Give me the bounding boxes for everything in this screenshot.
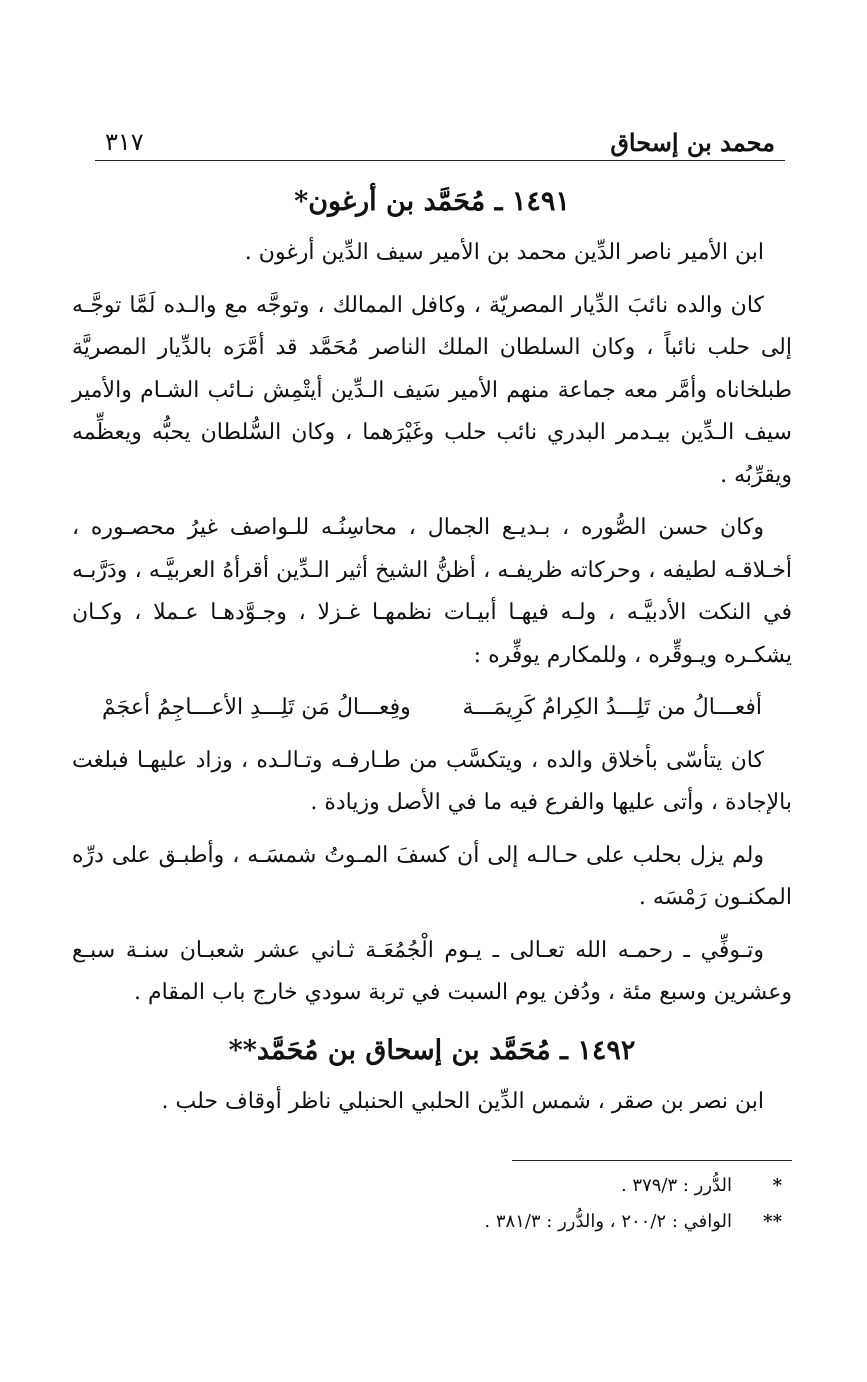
page-number: ٣١٧ <box>105 128 144 156</box>
poetry-verse <box>72 687 792 730</box>
footnotes <box>300 1168 792 1240</box>
body-paragraph: وكان حسن الصُّوره ، بـديـع الجمال ، محاسِنُـه للـواصف غيرُ محصـوره ، أخـلاقـه لطيفه ، وحركاته ظريفـه ، أظنُّ الشيخ أثير الـدِّين أقرأهُ العربيَّـه ، ودَرَّبـه في النكت الأدبيَّـه ، ولـه فيهـا أبيـات نظمهـا غـزلا ، وجـوَّدهـا عـملا ، وكـان يشكـره ويـوقِّره ، وللمكارم يوفِّره : <box>72 515 792 668</box>
body-paragraph: وتـوفِّي ـ رحمـه الله تعـالى ـ يـوم الْجُمُعَـة ثـاني عشر شعبـان سنـة سبـع وعشرين وسبع مئة ، ودُفن يوم السبت في تربة سودي خارج باب المقام . <box>72 937 792 1005</box>
footnote <box>300 1204 792 1240</box>
verse-second-hemistich: وفِعـــالُ مَن تَلِـــدِ الأعـــاجِمُ أعجَمْ <box>102 695 411 720</box>
footnote-marker: ** <box>763 1211 782 1232</box>
entry-lineage: ابن الأمير ناصر الدِّين محمد بن الأمير سيف الدِّين أرغون . <box>244 240 764 265</box>
footnote-text: الدُّرر : ٣٧٩/٣ . <box>620 1175 732 1196</box>
page-body <box>72 180 792 1133</box>
entry-heading: ١٤٩٢ ـ مُحَمَّد بن إسحاق بن مُحَمَّد** <box>228 1034 636 1066</box>
footnote <box>300 1168 792 1204</box>
footnote-text: الوافي : ٢٠٠/٢ ، والدُّرر : ٣٨١/٣ . <box>484 1211 732 1232</box>
body-paragraph: كان والده نائبَ الدِّيار المصريّة ، وكافل الممالك ، وتوجَّه مع والـده لَمَّا توجَّـه إلى حلب نائباً ، وكان السلطان الملك الناصر مُحَمَّد قد أمَّرَه بالدِّيار المصريَّة طبلخاناه وأمَّر معه جماعة منهم الأمير سَيف الـدِّين أيتْمِش نـائب الشـام والأمير سيف الـدِّين بيـدمر البدري نائب حلب وغَيْرَهما ، وكان السُّلطان يحبُّه ويعظِّمه ويقرِّبُه . <box>72 292 792 488</box>
running-header <box>95 128 785 161</box>
entry-lineage: ابن نصر بن صقر ، شمس الدِّين الحلبي الحنبلي ناظر أوقاف حلب . <box>161 1088 764 1114</box>
running-header-title: محمد بن إسحاق <box>610 128 775 157</box>
body-paragraph: كان يتأسّى بأخلاق والده ، ويتكسَّب من طـارفـه وتـالـده ، وزاد عليهـا فبلغت بالإجادة ، وأتى عليها والفرع فيه ما في الأصل وزيادة . <box>72 747 792 815</box>
footnote-marker: * <box>772 1175 782 1196</box>
verse-first-hemistich: أفعـــالُ من تَلِـــدُ الكِرامُ كَرِيمَـــة <box>462 695 762 720</box>
entry-heading: ١٤٩١ ـ مُحَمَّد بن أرغون* <box>294 186 570 217</box>
body-paragraph: ولم يزل بحلب على حـالـه إلى أن كسفَ المـوتُ شمسَـه ، وأطبـق على درِّه المكنـون رَمْسَه . <box>72 842 792 910</box>
footnote-divider <box>512 1160 792 1161</box>
